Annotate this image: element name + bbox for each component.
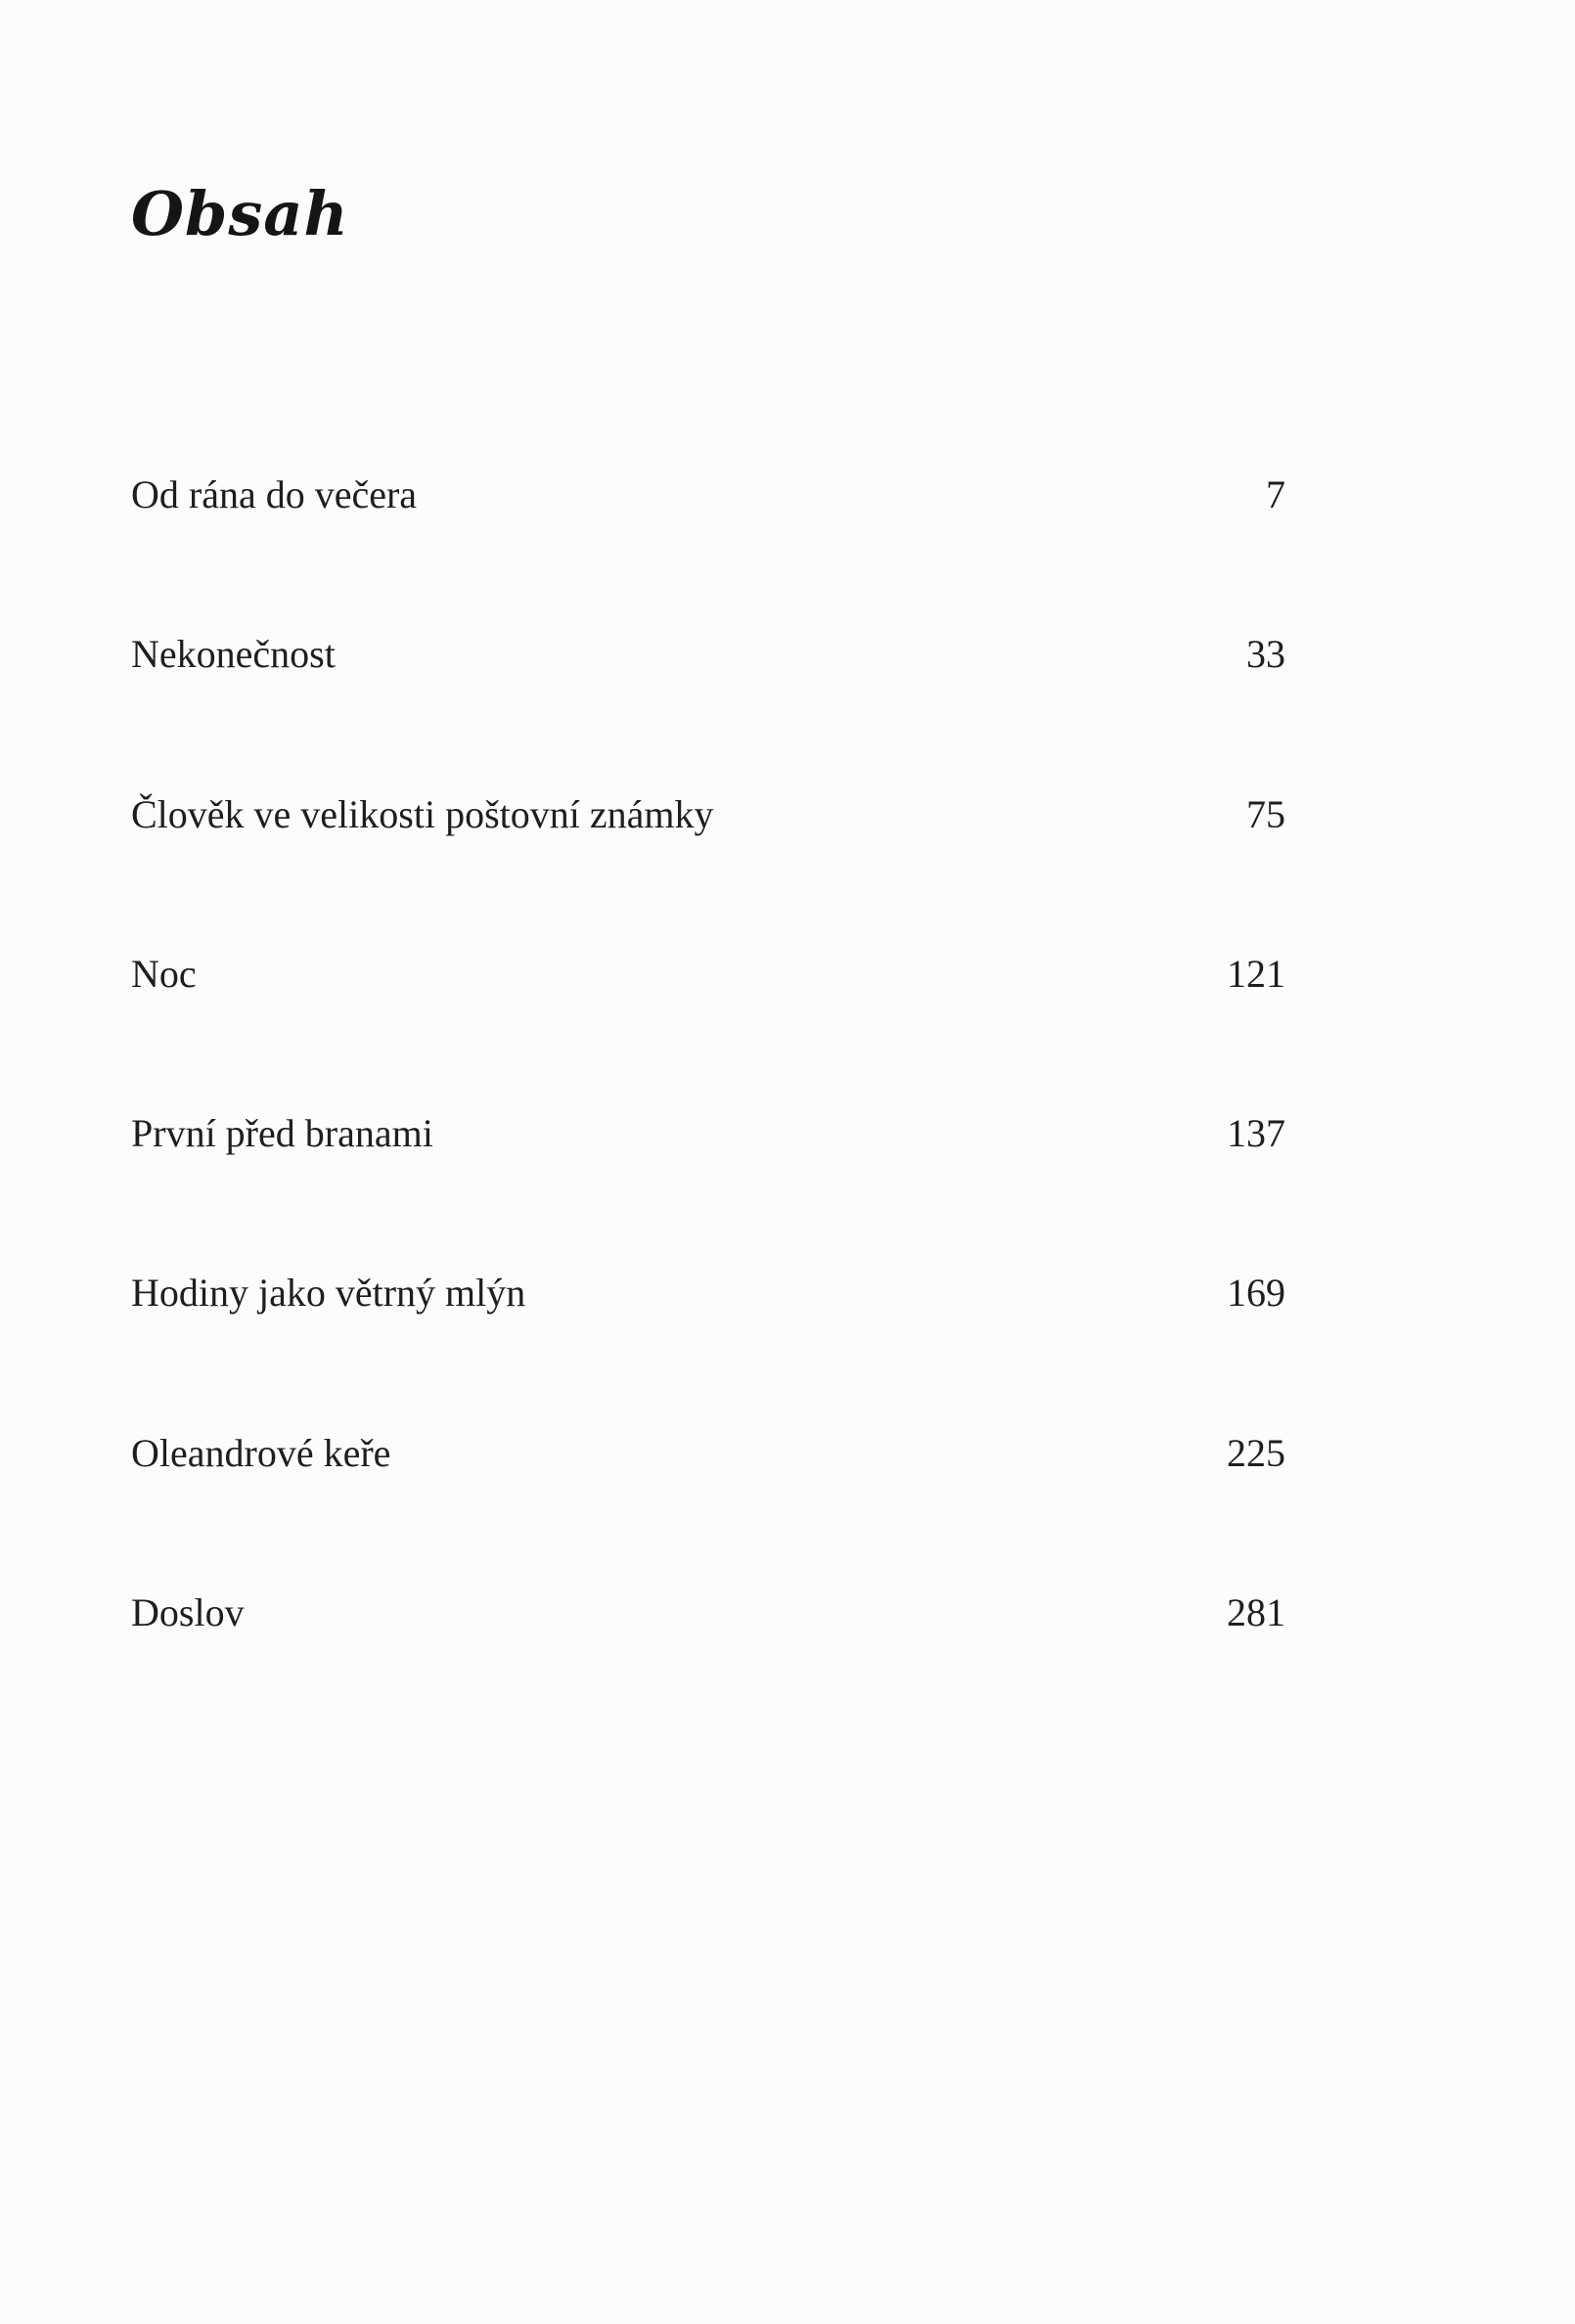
toc-entry-page-number: 121: [1227, 951, 1285, 996]
toc-entry-page-number: 137: [1227, 1111, 1285, 1156]
toc-entry-page-number: 75: [1246, 791, 1285, 836]
toc-entry-page-number: 225: [1227, 1430, 1285, 1475]
toc-entry: [131, 1591, 1285, 1751]
page-title: Obsah: [131, 178, 349, 249]
toc-entry-title: Oleandrové keře: [131, 1430, 391, 1475]
toc-entry-page-number: 7: [1266, 472, 1285, 516]
toc-entry: [131, 953, 1285, 1112]
toc-entry-title: Nekonečnost: [131, 632, 336, 677]
toc-entry-title: Hodiny jako větrný mlýn: [131, 1271, 526, 1316]
toc-entry-page-number: 169: [1227, 1271, 1285, 1316]
toc-list: [131, 473, 1285, 1751]
toc-entry: [131, 1272, 1285, 1431]
toc-entry-title: Noc: [131, 951, 197, 996]
toc-entry-page-number: 33: [1246, 632, 1285, 677]
toc-entry: [131, 633, 1285, 792]
toc-entry-title: Doslov: [131, 1590, 245, 1635]
toc-entry: [131, 1112, 1285, 1272]
toc-entry: [131, 1432, 1285, 1591]
toc-entry-title: Od rána do večera: [131, 472, 418, 516]
toc-entry-title: První před branami: [131, 1111, 433, 1156]
toc-entry-title: Člověk ve velikosti poštovní známky: [131, 791, 714, 836]
toc-entry: [131, 793, 1285, 953]
toc-entry-page-number: 281: [1227, 1590, 1285, 1635]
toc-entry: [131, 473, 1285, 633]
